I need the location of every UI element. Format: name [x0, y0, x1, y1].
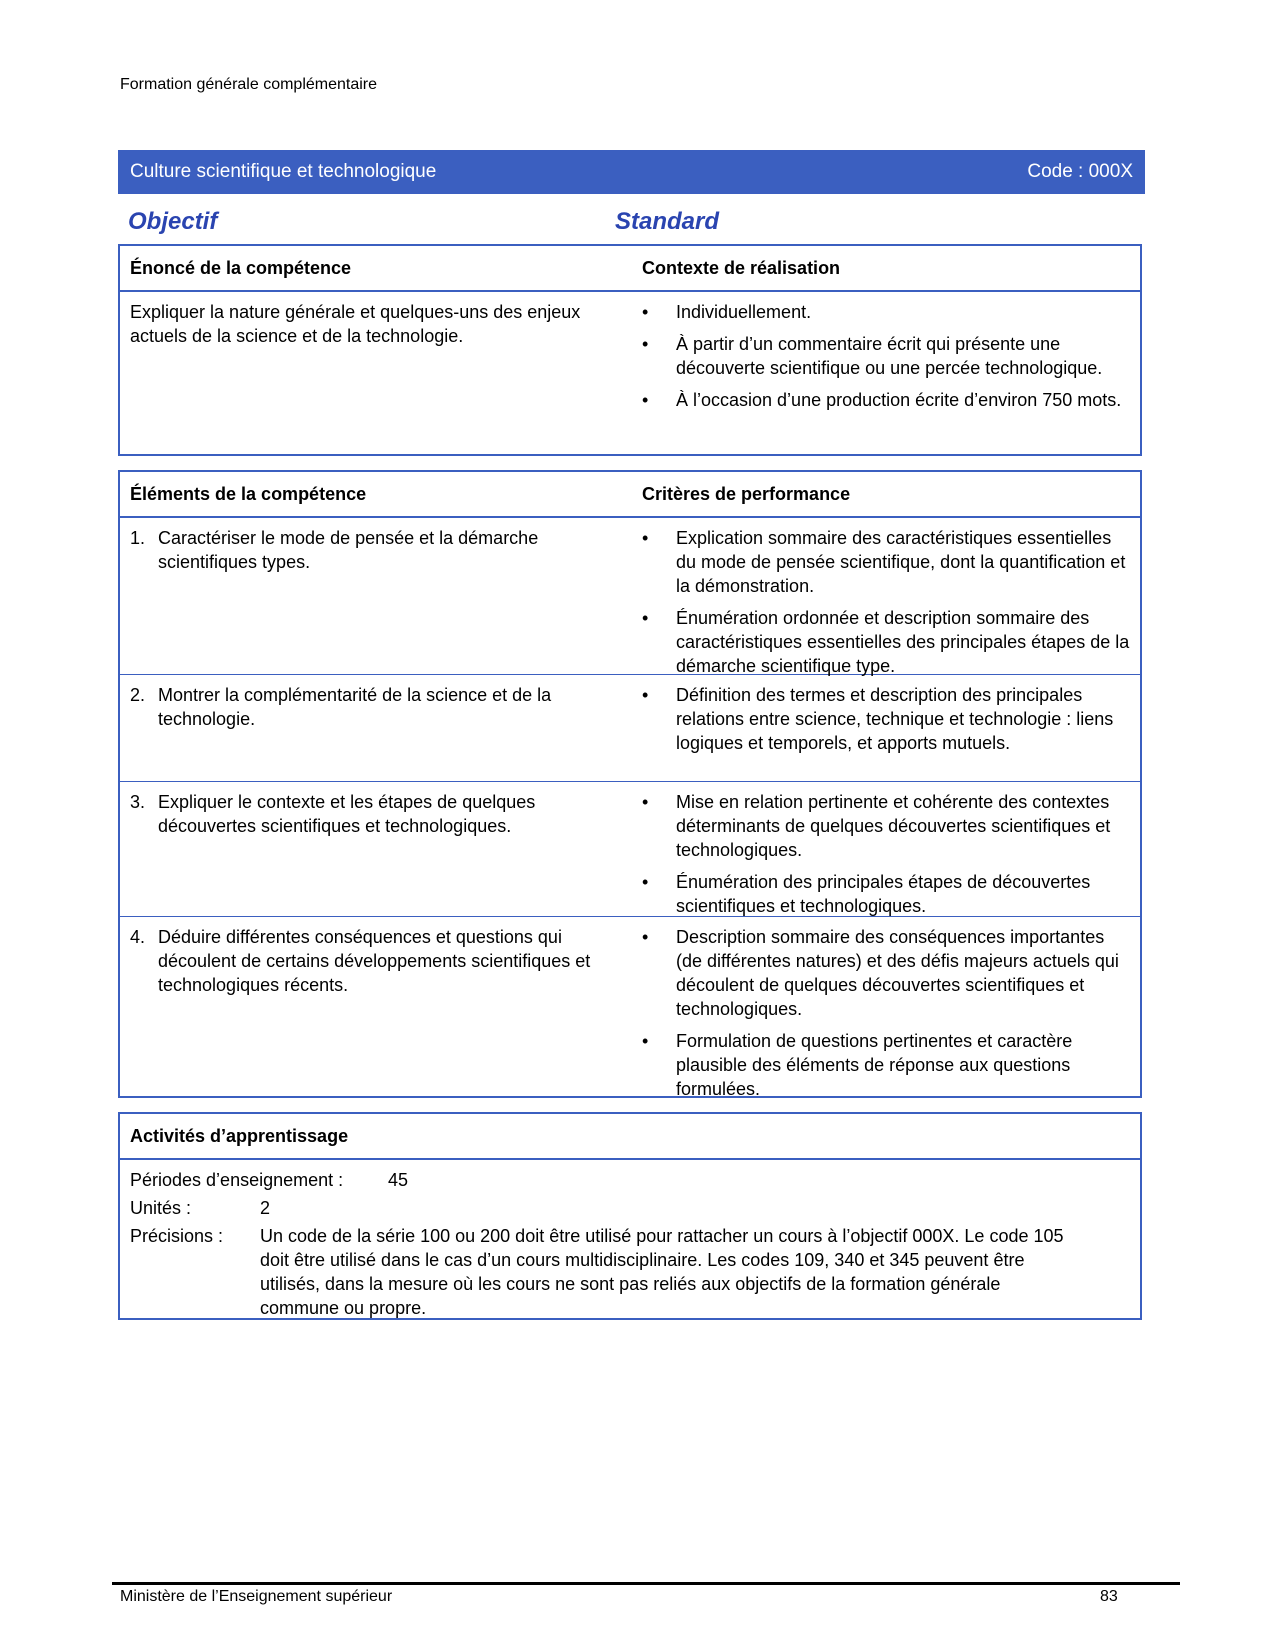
heading-standard: Standard — [615, 208, 720, 235]
critere-item: • Énumération des principales étapes de découvertes scientifiques et technologiques. — [642, 870, 1132, 918]
periodes-label: Périodes d’enseignement : — [130, 1170, 344, 1190]
contexte-header: Contexte de réalisation — [642, 258, 841, 278]
unites-label: Unités : — [130, 1198, 192, 1218]
banner-code: Code : 000X — [1027, 161, 1133, 182]
precisions-text: Un code de la série 100 ou 200 doit être utilisé pour rattacher un cours à l’objectif 000X. Le code 105 doit être utilisé dans le cas d’un cours multidisciplinaire. Les codes 109, 340 et 345 peuvent être utilisés, dans la mesure où les cours ne sont pas reliés aux objectifs de la formation générale commune ou propre. — [260, 1226, 1064, 1318]
element-row — [120, 782, 1140, 917]
element-number: 3. — [130, 792, 146, 812]
element-row — [120, 675, 1140, 782]
element-row — [120, 518, 1140, 675]
element-text: Montrer la complémentarité de la science et de la technologie. — [158, 685, 552, 729]
competence-box — [118, 244, 1142, 456]
contexte-item: • À l’occasion d’une production écrite d’environ 750 mots. — [642, 388, 1132, 412]
activites-box-header — [120, 1114, 1140, 1160]
element-number: 1. — [130, 528, 146, 548]
enonce-header: Énoncé de la compétence — [130, 258, 352, 278]
activites-box — [118, 1112, 1142, 1320]
criteres-list — [642, 526, 1132, 686]
competence-row — [120, 292, 1140, 456]
critere-item: • Énumération ordonnée et description sommaire des caractéristiques essentielles des principales étapes de la démarche scientifique type. — [642, 606, 1132, 678]
criteres-list — [642, 790, 1132, 926]
element-text-wrap — [130, 683, 610, 731]
unites-value: 2 — [260, 1198, 271, 1218]
elements-header: Éléments de la compétence — [130, 484, 367, 504]
heading-objectif: Objectif — [128, 208, 218, 235]
contexte-item: • Individuellement. — [642, 300, 1132, 324]
elements-box-header — [120, 472, 1140, 518]
element-row — [120, 917, 1140, 1099]
criteres-header: Critères de performance — [642, 484, 851, 504]
contexte-list — [642, 300, 1132, 420]
element-text: Caractériser le mode de pensée et la démarche scientifiques types. — [158, 528, 539, 572]
competence-box-header — [120, 246, 1140, 292]
element-text-wrap — [130, 790, 610, 838]
elements-box — [118, 470, 1142, 1098]
element-text-wrap — [130, 925, 610, 997]
critere-item: • Formulation de questions pertinentes et caractère plausible des éléments de réponse aux questions formulées. — [642, 1029, 1132, 1101]
banner-title: Culture scientifique et technologique — [130, 161, 437, 182]
critere-item: • Explication sommaire des caractéristiques essentielles du mode de pensée scientifique, dont la quantification et la démonstration. — [642, 526, 1132, 598]
section-headings — [128, 208, 1138, 242]
contexte-item: • À partir d’un commentaire écrit qui présente une découverte scientifique ou une percée technologique. — [642, 332, 1132, 380]
element-text: Expliquer le contexte et les étapes de quelques découvertes scientifiques et technologiques. — [158, 792, 536, 836]
footer-rule — [112, 1582, 1180, 1585]
critere-item: • Définition des termes et description des principales relations entre science, technique et technologie : liens logiques et temporels, et apports mutuels. — [642, 683, 1132, 755]
critere-item: • Description sommaire des conséquences importantes (de différentes natures) et des défis majeurs actuels qui découlent de quelques découvertes scientifiques et technologiques. — [642, 925, 1132, 1021]
activites-body — [120, 1160, 1140, 1320]
criteres-list — [642, 925, 1132, 1109]
footer-ministry: Ministère de l’Enseignement supérieur — [120, 1588, 393, 1605]
periodes-value: 45 — [388, 1170, 409, 1190]
enonce-text: Expliquer la nature générale et quelques-uns des enjeux actuels de la science et de la technologie. — [130, 302, 581, 346]
title-banner — [118, 150, 1145, 194]
running-head: Formation générale complémentaire — [120, 76, 378, 93]
critere-item: • Mise en relation pertinente et cohérente des contextes déterminants de quelques découvertes scientifiques et technologiques. — [642, 790, 1132, 862]
precisions-label: Précisions : — [130, 1226, 224, 1246]
element-number: 4. — [130, 927, 146, 947]
criteres-list — [642, 683, 1132, 763]
activites-header: Activités d’apprentissage — [130, 1126, 349, 1146]
page-number: 83 — [1100, 1588, 1118, 1605]
element-text-wrap — [130, 526, 610, 574]
element-number: 2. — [130, 685, 146, 705]
element-text: Déduire différentes conséquences et questions qui découlent de certains développements scientifiques et technologiques récents. — [158, 927, 591, 995]
